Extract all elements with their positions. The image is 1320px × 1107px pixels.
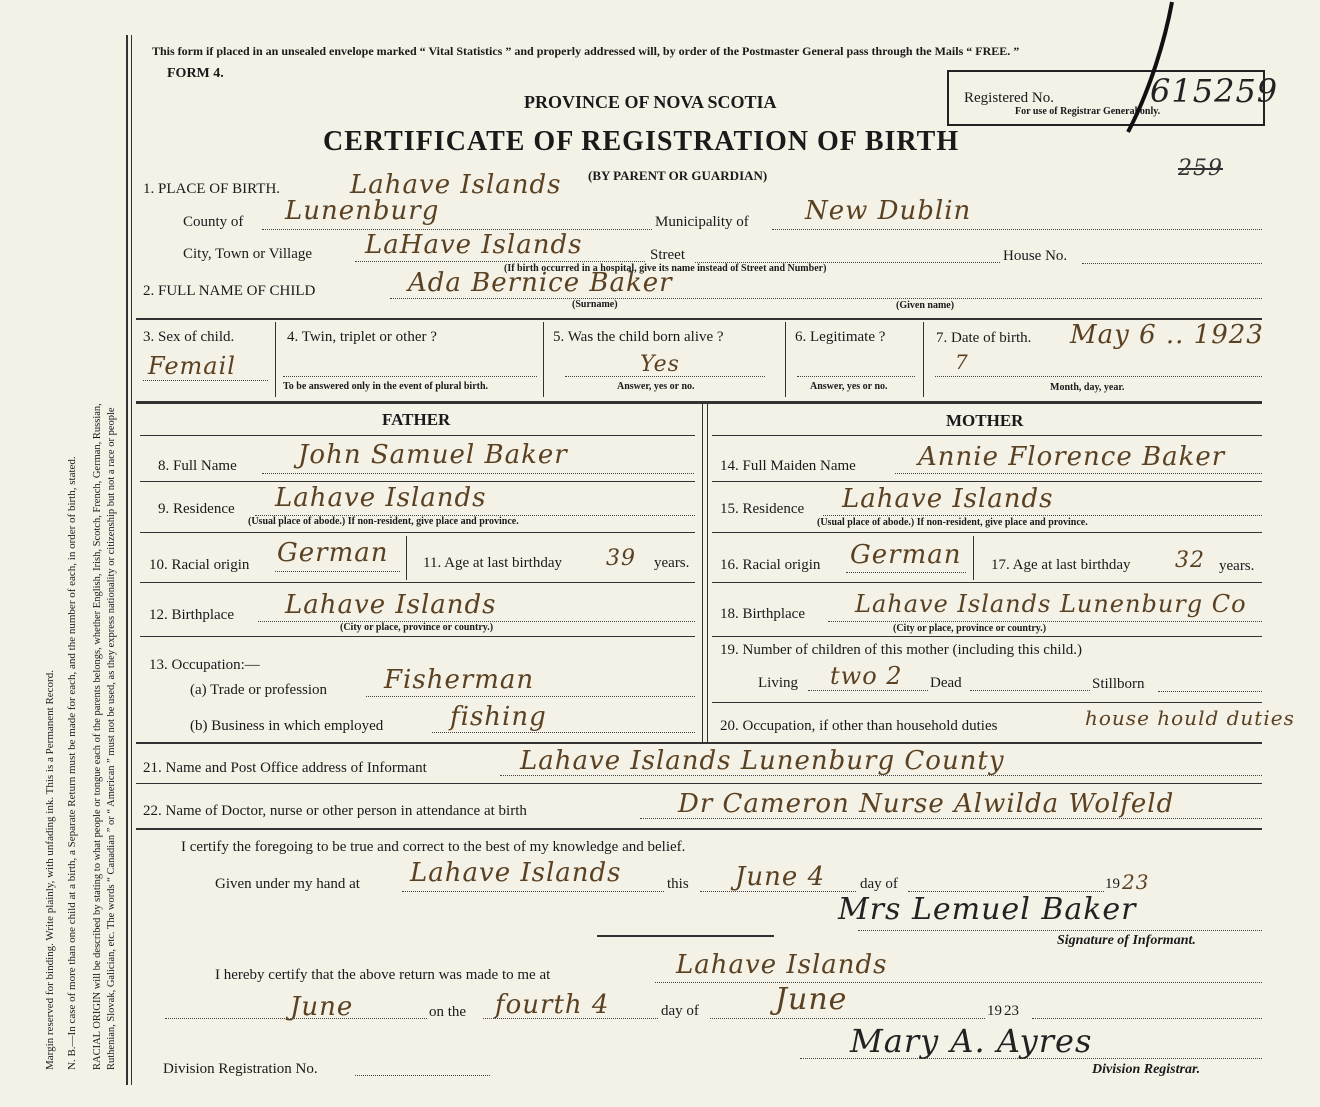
dob-label: 7. Date of birth. [936, 330, 1032, 346]
hospital-note: (If birth occurred in a hospital, give its name instead of Street and Number) [504, 263, 827, 274]
house-number-line [1082, 263, 1262, 264]
year-value: 23 [1122, 870, 1150, 894]
father-age-years: years. [654, 555, 690, 571]
registrar-signature: Mary A. Ayres [850, 1022, 1093, 1060]
parents-top-line [136, 401, 1262, 404]
mother-age-value: 32 [1175, 548, 1205, 573]
father-business-line [432, 732, 695, 733]
form-number: FORM 4. [167, 66, 224, 81]
sex-value: Femail [148, 352, 236, 380]
row3-divider-3 [785, 322, 786, 397]
division-registration-line [355, 1075, 490, 1076]
on-the-label: on the [429, 1004, 467, 1020]
mother-row18-line [712, 636, 1262, 637]
mother-children-label: 19. Number of children of this mother (including this child.) [720, 642, 1083, 658]
struck-number: 259 [1178, 156, 1223, 181]
child-name-line [390, 298, 1262, 299]
father-name-label: 8. Full Name [158, 458, 237, 474]
mother-heading: MOTHER [946, 411, 1024, 430]
dob-note: Month, day, year. [1050, 382, 1125, 393]
parents-divider-a [702, 404, 703, 742]
informant-bottom-line [136, 783, 1262, 784]
margin-rule [126, 35, 128, 1085]
alive-note: Answer, yes or no. [617, 381, 695, 392]
informant-signature-label: Signature of Informant. [1057, 933, 1196, 948]
province-heading: PROVINCE OF NOVA SCOTIA [524, 92, 777, 112]
informant-signature: Mrs Lemuel Baker [838, 892, 1137, 927]
mother-living-line [808, 690, 928, 691]
father-occupation-label: 13. Occupation:— [149, 657, 260, 673]
registrar-place-value: Lahave Islands [676, 950, 888, 980]
this-value: June 4 [735, 862, 826, 892]
mother-birthplace-value: Lahave Islands Lunenburg Co [855, 590, 1247, 618]
sex-label: 3. Sex of child. [143, 329, 235, 345]
city-line [355, 261, 645, 262]
mother-race-value: German [850, 540, 962, 570]
mother-birthplace-note: (City or place, province or country.) [893, 623, 1047, 634]
mother-race-label: 16. Racial origin [720, 557, 821, 573]
year-prefix: 19 [1105, 876, 1120, 892]
father-row12-line [140, 636, 695, 637]
father-trade-line [366, 696, 695, 697]
place-of-birth-label: 1. PLACE OF BIRTH. [143, 181, 281, 197]
mother-race-line [846, 572, 966, 573]
twin-label: 4. Twin, triplet or other ? [287, 329, 437, 345]
father-business-value: fishing [450, 702, 547, 732]
registrar-month-value: June [290, 992, 354, 1022]
municipality-label: Municipality of [655, 214, 749, 230]
mother-occupation-label: 20. Occupation, if other than household duties [720, 718, 998, 734]
informant-value: Lahave Islands Lunenburg County [520, 746, 1005, 776]
child-name-label: 2. FULL NAME OF CHILD [143, 283, 316, 299]
father-birthplace-label: 12. Birthplace [149, 607, 234, 623]
mother-stillborn-label: Stillborn [1092, 676, 1145, 692]
city-label: City, Town or Village [183, 246, 313, 262]
mother-stillborn-line [1158, 691, 1262, 692]
given-under-label: Given under my hand at [215, 876, 360, 892]
mother-row19-line [712, 702, 1262, 703]
house-number-label: House No. [1003, 248, 1068, 264]
dob-value: May 6 .. 1923 [1070, 320, 1264, 350]
mother-occupation-value: house hould duties [1085, 706, 1295, 730]
father-residence-note: (Usual place of abode.) If non-resident, give place and province. [248, 516, 519, 527]
this-label: this [667, 876, 689, 892]
mother-birthplace-line [828, 621, 1262, 622]
surname-note: (Surname) [572, 299, 618, 310]
father-row10-line [140, 582, 695, 583]
mother-dead-label: Dead [930, 675, 962, 691]
mail-notice: This form if placed in an unsealed envelope marked “ Vital Statistics ” and properly addressed will, by order of the Postmaster General pass through the Mails “ FREE. ” [152, 44, 1020, 58]
registrar-year-line [1032, 1018, 1262, 1019]
alive-value: Yes [640, 352, 680, 377]
registrar-place-line [655, 982, 1262, 983]
street-label: Street [650, 247, 685, 263]
section-separator [597, 935, 774, 937]
county-value: Lunenburg [285, 196, 440, 226]
father-race-label: 10. Racial origin [149, 557, 250, 573]
given-place-value: Lahave Islands [410, 858, 622, 888]
parents-divider-b [707, 404, 708, 742]
registrar-note: For use of Registrar General only. [1015, 106, 1161, 117]
row3-divider-4 [923, 322, 924, 397]
pen-stroke [1110, 0, 1180, 140]
mother-birthplace-label: 18. Birthplace [720, 606, 805, 622]
mother-living-value: two 2 [830, 662, 903, 690]
twin-note: To be answered only in the event of plural birth. [283, 381, 489, 392]
mother-row15-line [712, 532, 1262, 533]
city-value: LaHave Islands [365, 230, 583, 260]
child-name-value: Ada Bernice Baker [408, 268, 673, 298]
mother-row16-line [712, 582, 1262, 583]
registrar-day-value: fourth 4 [495, 990, 610, 1020]
twin-line [283, 376, 537, 377]
informant-label: 21. Name and Post Office address of Informant [143, 760, 427, 776]
mother-race-divider [973, 536, 974, 580]
document-title: CERTIFICATE OF REGISTRATION OF BIRTH [323, 126, 960, 157]
municipality-value: New Dublin [805, 196, 972, 226]
municipality-line [772, 229, 1262, 230]
mother-living-label: Living [758, 675, 798, 691]
mother-age-years: years. [1219, 558, 1255, 574]
legitimate-line [797, 376, 915, 377]
place-of-birth-value: Lahave Islands [350, 170, 562, 200]
registrar-year-prefix: 19 [987, 1003, 1002, 1019]
margin-rule-2 [131, 35, 132, 1085]
mother-age-label: 17. Age at last birthday [991, 557, 1131, 573]
father-heading: FATHER [382, 410, 451, 429]
given-place-line [402, 891, 664, 892]
row3-divider-2 [543, 322, 544, 397]
father-name-line [262, 473, 694, 474]
father-heading-line [140, 435, 695, 436]
father-race-divider [406, 536, 407, 580]
alive-label: 5. Was the child born alive ? [553, 329, 724, 345]
informant-signature-line [858, 930, 1262, 931]
father-age-label: 11. Age at last birthday [423, 555, 562, 571]
doctor-value: Dr Cameron Nurse Alwilda Wolfeld [678, 789, 1175, 819]
document-subtitle: (BY PARENT OR GUARDIAN) [588, 168, 768, 183]
mother-name-label: 14. Full Maiden Name [720, 458, 856, 474]
mother-residence-line [823, 515, 1262, 516]
division-registrar-label: Division Registrar. [1092, 1062, 1201, 1077]
mother-dead-line [970, 690, 1090, 691]
row3-divider-1 [275, 322, 276, 397]
day-of-label: day of [860, 876, 898, 892]
father-birthplace-value: Lahave Islands [285, 590, 497, 620]
father-trade-label: (a) Trade or profession [190, 682, 328, 698]
mother-residence-label: 15. Residence [720, 501, 805, 517]
mother-row14-line [712, 481, 1262, 482]
margin-text-2: N. B.—In case of more than one child at a birth, a Separate Return must be made for each, and the number of each, in order of birth, stated. [66, 456, 78, 1070]
legitimate-label: 6. Legitimate ? [795, 329, 886, 345]
registrar-month2-line [710, 1018, 985, 1019]
mother-heading-line [712, 435, 1262, 436]
father-residence-value: Lahave Islands [275, 483, 487, 513]
sex-line [143, 380, 268, 381]
registrar-statement: I hereby certify that the above return was made to me at [215, 967, 551, 983]
doctor-label: 22. Name of Doctor, nurse or other person in attendance at birth [143, 803, 527, 819]
mother-residence-value: Lahave Islands [842, 484, 1054, 514]
registered-number: 615259 [1150, 72, 1279, 110]
county-label: County of [183, 214, 244, 230]
parents-bottom-line [136, 742, 1262, 744]
father-age-value: 39 [606, 546, 636, 571]
margin-text-3: RACIAL ORIGIN will be described by stating to what people or tongue each of the parents belongs, whether English, Irish, Scotch, French, German, Russian, [92, 403, 103, 1070]
father-birthplace-note: (City or place, province or country.) [340, 622, 494, 633]
dob-line [935, 376, 1262, 377]
father-name-value: John Samuel Baker [298, 440, 568, 470]
father-residence-label: 9. Residence [158, 501, 235, 517]
father-trade-value: Fisherman [384, 665, 535, 695]
alive-line [565, 376, 765, 377]
father-race-value: German [277, 538, 389, 568]
father-row8-line [140, 481, 695, 482]
registrar-month2-value: June [775, 982, 848, 1017]
father-business-label: (b) Business in which employed [190, 718, 384, 734]
given-name-note: (Given name) [896, 300, 955, 311]
dob-extra: 7 [955, 350, 969, 374]
registrar-signature-line [800, 1058, 1262, 1059]
mother-residence-note: (Usual place of abode.) If non-resident, give place and province. [817, 517, 1088, 528]
margin-text-1: Margin reserved for binding. Write plainly, with unfading ink. This is a Permanent Record. [44, 670, 56, 1070]
legitimate-note: Answer, yes or no. [810, 381, 888, 392]
father-row9-line [140, 532, 695, 533]
mother-name-value: Annie Florence Baker [918, 442, 1226, 472]
father-race-line [275, 571, 400, 572]
registrar-year-value: 23 [1004, 1003, 1019, 1019]
doctor-bottom-line [136, 828, 1262, 830]
certify-statement: I certify the foregoing to be true and correct to the best of my knowledge and belief. [181, 839, 686, 855]
registrar-day-of-label: day of [661, 1003, 699, 1019]
mother-name-line [895, 473, 1262, 474]
margin-text-4: Ruthenian, Slovak, Galician, etc. The words “ Canadian ” or “ American ” must not be used, as they express nationality or citizenship but not a race or people [106, 407, 117, 1070]
division-registration-label: Division Registration No. [163, 1061, 318, 1077]
registered-label: Registered No. [964, 90, 1054, 106]
